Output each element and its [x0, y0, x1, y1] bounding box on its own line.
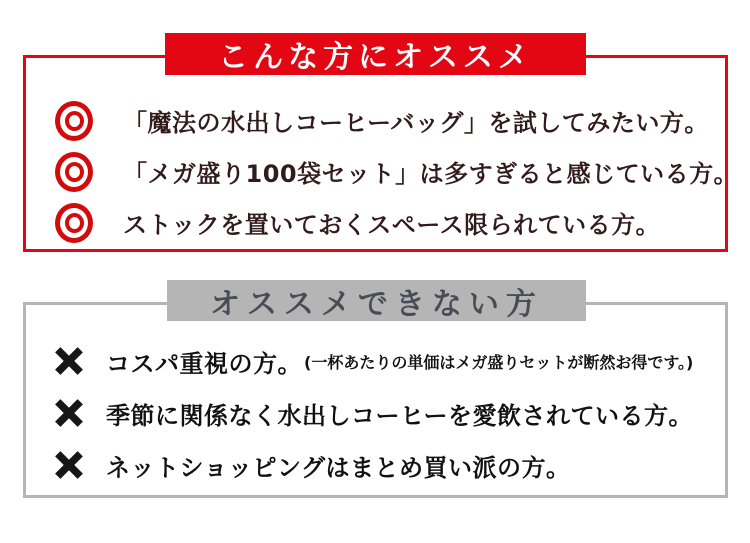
not-recommended-item-text: コスパ重視の方。	[106, 349, 302, 378]
double-circle-icon	[55, 203, 93, 243]
recommended-item-row	[26, 146, 739, 197]
recommended-item-text: 「メガ盛り100袋セット」は多すぎると感じている方。	[123, 160, 739, 188]
not-recommended-header-banner	[167, 280, 586, 321]
recommended-item-row	[26, 95, 725, 146]
not-recommended-item-note: (一杯あたりの単価はメガ盛りセットが断然お得です。)	[304, 352, 694, 372]
not-recommended-item-text: 季節に関係なく水出しコーヒーを愛飲されている方。	[106, 401, 694, 430]
cross-icon	[54, 449, 84, 481]
recommended-header-title: こんな方にオススメ	[218, 40, 533, 75]
recommended-item-row	[26, 197, 725, 248]
recommended-box	[23, 55, 739, 252]
not-recommended-item-row	[26, 387, 725, 439]
double-circle-icon	[55, 101, 93, 141]
double-circle-inner-ring	[65, 213, 84, 233]
recommended-item-text: 「魔法の水出しコーヒーバッグ」を試してみたい方。	[123, 109, 709, 137]
not-recommended-item-text: ネットショッピングはまとめ買い派の方。	[106, 453, 571, 482]
double-circle-icon	[55, 152, 93, 192]
recommended-item-text: ストックを置いておくスペース限られている方。	[123, 211, 661, 239]
double-circle-inner-ring	[65, 111, 84, 131]
recommended-header-banner	[165, 33, 586, 75]
cross-icon	[54, 345, 84, 377]
not-recommended-item-row	[26, 439, 725, 491]
cross-icon	[54, 397, 84, 429]
double-circle-inner-ring	[65, 162, 84, 182]
not-recommended-box	[23, 302, 728, 498]
not-recommended-header-title: オススメできない方	[210, 286, 543, 322]
not-recommended-item-row	[26, 335, 725, 387]
